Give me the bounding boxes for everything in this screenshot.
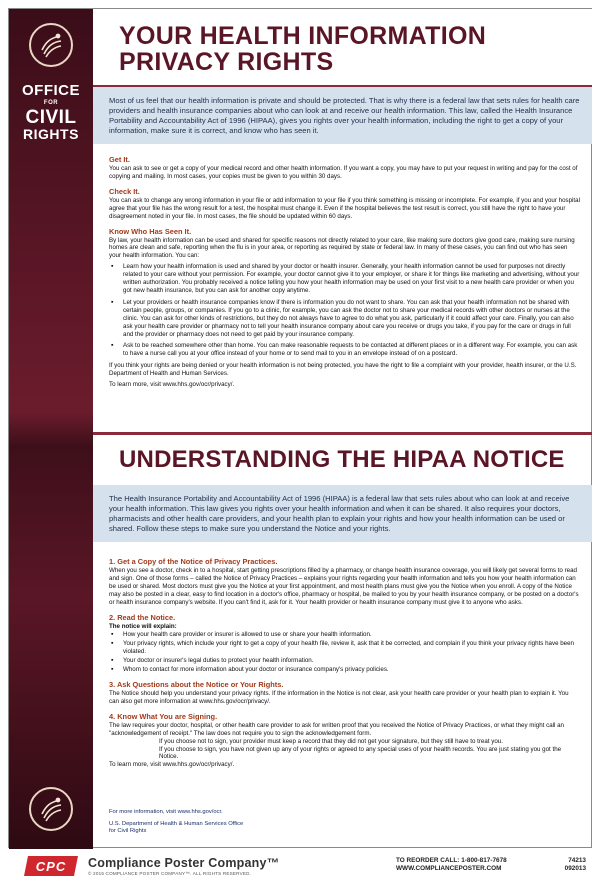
copyright: © 2015 COMPLIANCE POSTER COMPANY™. ALL RIGHTS RESERVED. (88, 871, 252, 876)
step4-indent-1: If you choose not to sign, your provider must keep a record that they did not get your signature, but they still have to treat you. (159, 737, 503, 745)
section2-learn-more: To learn more, visit www.hhs.gov/ocr/privacy/. (109, 761, 235, 769)
step3-heading: 3. Ask Questions about the Notice or Your Rights. (109, 679, 284, 689)
poster-date-code: 092013 (564, 865, 586, 872)
list-item: ▪ Learn how your health information is used and shared by your doctor or health insurer. Generally, your health information cannot be used for purposes not directly related to your care without your permission. For example, your doctor cannot give it to your employer, or share it for things like marketing and advertising, without your written authorization. You probably received a notice telling you how your health information may be used on your first visit to a new health care provider or when you got new health insurance, but you can ask for another copy anytime. (109, 263, 580, 295)
section2-title (93, 439, 592, 481)
step1-heading: 1. Get a Copy of the Notice of Privacy Practices. (109, 557, 278, 566)
section1-body (93, 151, 592, 389)
check-it-text: You can ask to change any wrong information in your file or add information to your file if you think something is missing or incomplete. For example, if you and your hospital agree that your file has the wrong result for a test, the hospital must change it. Even if the hospital believes the test result is correct, you still have the right to have your disagreement noted in your file. In most cases, the file should be updated within 60 days. (109, 196, 580, 220)
list-item: ▪ Let your providers or health insurance companies know if there is information you do not want to share. You can ask that your health information not be shared with certain people, groups, or companies. If you go to a clinic, for example, you can ask the doctor not to share your medical records with other doctors or nurses at the clinic. You can ask for other kinds of restrictions, but they do not always have to agree to do what you ask, particularly if it could affect your care. Finally, you can also ask your health care provider or pharmacy not to tell your health insurance company about care you receive or drugs you take, if you pay for the care or drugs in full and the provider or pharmacy does not need to get paid by your insurance company. (109, 299, 580, 339)
office-for-civil-rights-mark (13, 83, 89, 141)
step4-heading: 4. Know What You are Signing. (109, 711, 218, 721)
complaint-text: If you think your rights are being denied or your health information is not being protected, you have the right to file a complaint with your provider, health insurer, or the U.S. Department of Health and Human Services. (109, 362, 577, 378)
list-item: ▪ Ask to be reached somewhere other than home. You can make reasonable requests to be contacted at different places or in a different way. For example, you can ask to have a nurse call you at your office instead of your home or to send mail to you in an envelope instead of on a postcard. (109, 342, 580, 358)
ocr-line-civil: CIVIL (25, 107, 77, 128)
section1-learn-more: To learn more, visit www.hhs.gov/ocr/privacy/. (109, 381, 235, 389)
get-it-heading: Get It. (109, 155, 130, 164)
brand-bar (8, 851, 592, 881)
section2-title-text: UNDERSTANDING THE HIPAA NOTICE (119, 446, 565, 473)
ocr-line-for: FOR (43, 100, 59, 106)
step2-heading: 2. Read the Notice. (109, 612, 176, 622)
notice-explains-list (109, 631, 580, 674)
poster (8, 8, 592, 848)
dept-line-2: for Civil Rights (109, 828, 147, 835)
step1-text: When you see a doctor, check in to a hospital, start getting prescriptions filled by a pharmacy, or change health insurance coverage, you will likely get several forms to read and sign. One of those forms – called the Notice of Privacy Practices – explains your rights regarding your health information and tells you how your health information can be used or shared. Most doctors must give you the Notice at your first appointment, and most health plans must give you the Notice when you enroll. A copy of the Notice may also be posted in a clear, easy to find location in a doctor's office, pharmacy or hospital, be mailed to you by your health insurance company, or be posted on a doctor's or health insurance company's website. If you can't find it, ask for it. Your health provider or health insurance company must give it to anyone who asks. (109, 567, 579, 606)
section1-title-line2: PRIVACY RIGHTS (119, 48, 334, 76)
footer-info (109, 809, 409, 836)
hhs-eagle-seal-icon (29, 23, 73, 67)
section2-body (93, 551, 592, 769)
rights-list (109, 263, 580, 358)
get-it-text: You can ask to see or get a copy of your medical record and other health information. If you want a copy, you may have to put your request in writing and pay for the cost of copying and mailing. In most cases, your copies must be given to you within 30 days. (109, 165, 578, 180)
ocr-line-rights: RIGHTS (23, 126, 79, 142)
reorder-website: WWW.COMPLIANCEPOSTER.COM (396, 865, 502, 872)
know-who-heading: Know Who Has Seen It. (109, 226, 192, 236)
sidebar (9, 9, 93, 849)
poster-codes (554, 857, 586, 873)
reorder-info (396, 857, 507, 873)
list-item: ▪ Your doctor or insurer's legal duties to protect your health information. (109, 657, 580, 665)
brand-text (88, 856, 279, 876)
reorder-phone: TO REORDER CALL: 1-800-817-7678 (396, 857, 507, 864)
more-info-text: For more information, visit www.hhs.gov/ocr. (109, 809, 223, 815)
step4-indent-2: If you choose to sign, you have not given up any of your rights or agreed to any special uses of your health records. You are just stating you got the Notice. (159, 745, 562, 761)
step4-text: The law requires your doctor, hospital, or other health care provider to ask for written proof that you received the Notice of Privacy Practices, or what they might call an "acknowledgement of receipt." The law does not require you to sign the acknowledgement form. (109, 721, 564, 737)
brand-name: Compliance Poster Company™ (88, 856, 280, 870)
section1-intro: Most of us feel that our health information is private and should be protected. That is why there is a federal law that sets rules for health care providers and health insurance companies about who can look at and receive our health information. This law, called the Health Insurance Portability and Accountability Act of 1996 (HIPAA), gives you rights over your health information, including the right to get a copy of your information, make sure it is correct, and know who has seen it. (93, 87, 592, 144)
list-item: ▪ How your health care provider or insurer is allowed to use or share your health information. (109, 631, 580, 639)
check-it-heading: Check It. (109, 186, 140, 196)
cpc-logo-text: CPC (35, 858, 67, 874)
section1-title-line1: YOUR HEALTH INFORMATION (119, 22, 487, 50)
cpc-logo (22, 854, 80, 878)
hhs-eagle-seal-icon (29, 787, 73, 831)
know-who-text: By law, your health information can be used and shared for specific reasons not directly related to your care, like making sure doctors give good care, making sure nursing homes are clean and safe, reporting when the flu is in your area, or reporting as required by state or federal law. In many of these cases, you can find out who has seen your health information. You can: (109, 236, 575, 260)
dept-line-1: U.S. Department of Health & Human Services Office (109, 820, 244, 827)
step3-text: The Notice should help you understand your privacy rights. If the information in the Notice is not clear, ask your health care provider or your health plan to explain it. You can also get more information at www.hhs.gov/ocr/privacy/. (109, 689, 569, 705)
list-item: ▪ Your privacy rights, which include your right to get a copy of your health file, review it, ask that it be corrected, and complain if you think your privacy rights have been violated. (109, 640, 580, 656)
list-item: ▪ Whom to contact for more information about your doctor or insurance company's privacy policies. (109, 666, 580, 674)
step2-subheading: The notice will explain: (109, 622, 177, 630)
section-divider (93, 432, 592, 435)
section2-intro: The Health Insurance Portability and Accountability Act of 1996 (HIPAA) is a federal law that sets rules about who can look at and receive your health information. This law gives you rights over your health information and when it can be shared. It also requires your doctors, pharmacists and other health care providers, and your health plan to explain your rights and how your health information can be used or shared. Follow these steps to make sure you understand the Notice and your rights. (93, 485, 592, 542)
ocr-line-office: OFFICE (22, 82, 80, 99)
section1-title (93, 9, 592, 87)
poster-code: 74213 (568, 857, 586, 864)
